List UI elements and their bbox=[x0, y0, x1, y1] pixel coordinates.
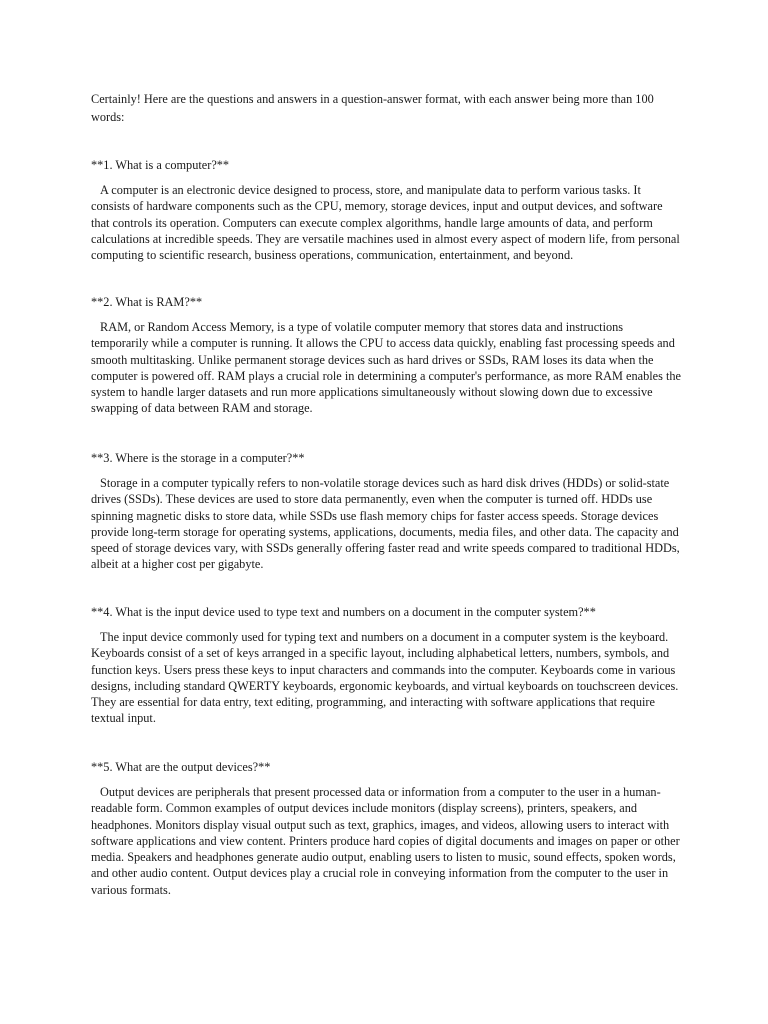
qa-item bbox=[91, 294, 681, 417]
question-heading: **4. What is the input device used to type text and numbers on a document in the computer system?** bbox=[91, 605, 596, 619]
qa-item bbox=[91, 759, 681, 898]
question-heading: **5. What are the output devices?** bbox=[91, 760, 271, 774]
intro-paragraph: Certainly! Here are the questions and answers in a question-answer format, with each answer being more than 100 words: bbox=[91, 92, 654, 124]
qa-item bbox=[91, 604, 681, 727]
question-heading: **2. What is RAM?** bbox=[91, 295, 203, 309]
answer-paragraph: A computer is an electronic device designed to process, store, and manipulate data to perform various tasks. It consists of hardware components such as the CPU, memory, storage devices, input and output devices, and software that controls its operation. Computers can execute complex algorithms, handle large amounts of data, and perform calculations at incredible speeds. They are versatile machines used in almost every aspect of modern life, from personal computing to scientific research, business operations, communication, entertainment, and beyond. bbox=[91, 183, 680, 263]
answer-paragraph: Output devices are peripherals that present processed data or information from a computer to the user in a human-readable form. Common examples of output devices include monitors (display screens), printers, speakers, and headphones. Monitors display visual output such as text, graphics, images, and videos, allowing users to interact with software applications and view content. Printers produce hard copies of digital documents and images on paper or other media. Speakers and headphones generate audio output, enabling users to listen to music, sound effects, spoken words, and other audio content. Output devices play a crucial role in conveying information from the computer to the user in various formats. bbox=[91, 785, 680, 897]
answer-paragraph: RAM, or Random Access Memory, is a type of volatile computer memory that stores data and instructions temporarily while a computer is running. It allows the CPU to access data quickly, enabling fast processing speeds and smooth multitasking. Unlike permanent storage devices such as hard drives or SSDs, RAM loses its data when the computer is powered off. RAM plays a crucial role in determining a computer's performance, as more RAM enables the system to handle larger datasets and run more applications simultaneously without slowing down due to excessive swapping of data between RAM and storage. bbox=[91, 320, 682, 416]
answer-paragraph: The input device commonly used for typing text and numbers on a document in a computer system is the keyboard. Keyboards consist of a set of keys arranged in a specific layout, including alphabetical letters, numbers, symbols, and function keys. Users press these keys to input characters and commands into the computer. Keyboards come in various designs, including standard QWERTY keyboards, ergonomic keyboards, and virtual keyboards on touchscreen devices. They are essential for data entry, text editing, programming, and interacting with software applications that require textual input. bbox=[91, 630, 679, 726]
qa-item bbox=[91, 157, 681, 263]
question-heading: **3. Where is the storage in a computer?** bbox=[91, 451, 305, 465]
answer-paragraph: Storage in a computer typically refers to non-volatile storage devices such as hard disk drives (HDDs) or solid-state drives (SSDs). These devices are used to store data permanently, even when the computer is turned off. HDDs use spinning magnetic disks to store data, while SSDs use flash memory chips for faster access speeds. Storage devices provide long-term storage for operating systems, applications, documents, media files, and other data. The capacity and speed of storage devices vary, with SSDs generally offering faster read and write speeds compared to traditional HDDs, albeit at a higher cost per gigabyte. bbox=[91, 476, 680, 572]
qa-item bbox=[91, 450, 681, 573]
question-heading: **1. What is a computer?** bbox=[91, 158, 230, 172]
